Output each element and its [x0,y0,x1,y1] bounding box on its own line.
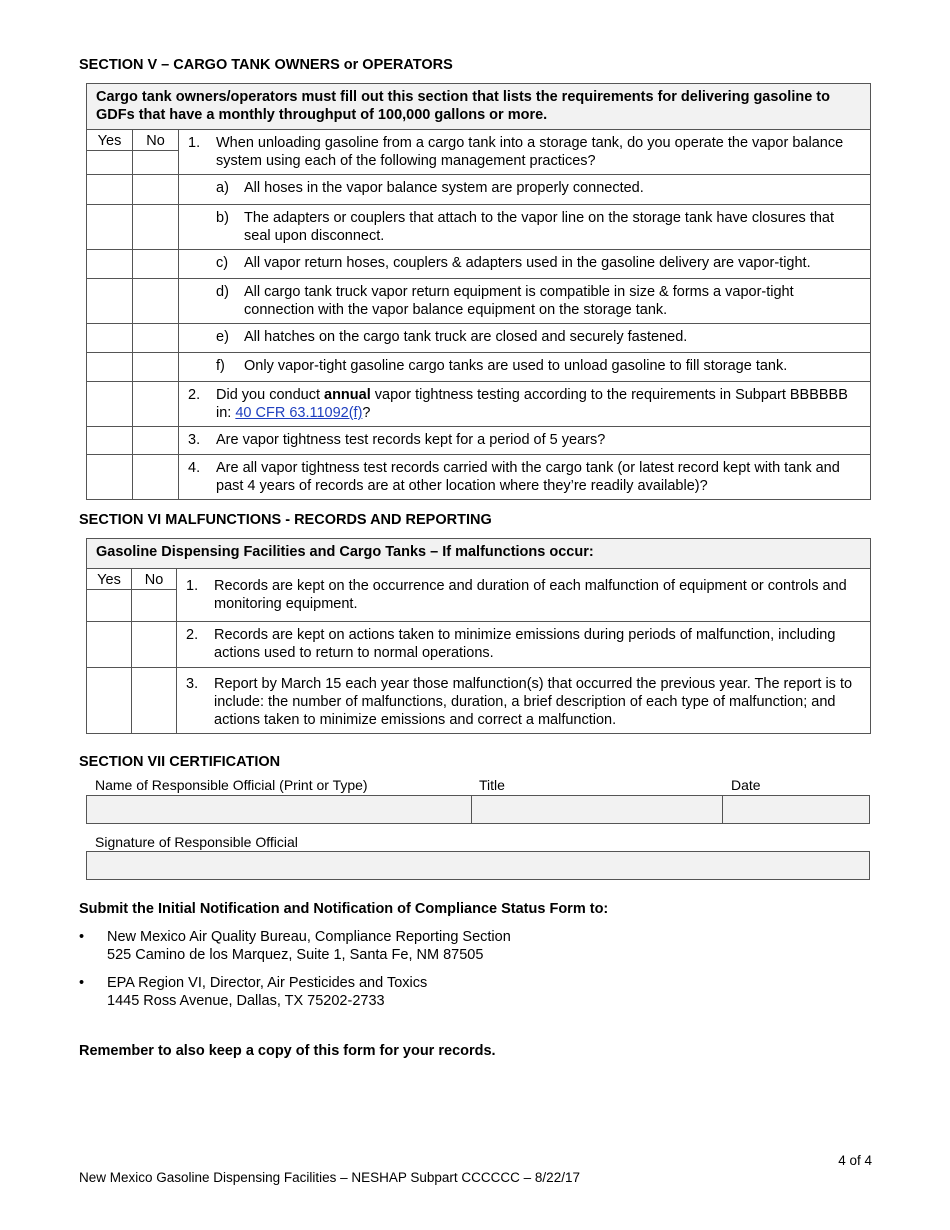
bullet-icon: • [79,975,85,991]
sub-letter: f) [216,358,225,374]
question-text: Are vapor tightness test records kept for a period of 5 years? [216,432,606,448]
sub-text: All hoses in the vapor balance system are properly connected. [244,180,644,196]
yes-cell-q1a[interactable] [87,175,133,205]
item-text: Records are kept on actions taken to minimize emissions during periods of malfunction, including actions used to return to normal operations. [214,627,836,661]
yes-cell-m3[interactable] [87,668,132,734]
malfunction-item-3 [177,668,871,734]
question-1d [179,279,871,324]
section-5-header: Cargo tank owners/operators must fill out this section that lists the requirements for delivering gasoline to GDFs that have a monthly throughput of 100,000 gallons or more. [87,84,871,130]
signature-label: Signature of Responsible Official [95,834,298,850]
cfr-link[interactable]: 40 CFR 63.11092(f) [235,405,363,421]
no-cell-q4[interactable] [133,455,179,500]
section-7-title: SECTION VII CERTIFICATION [79,754,281,770]
reminder-text: Remember to also keep a copy of this form for your records. [79,1043,496,1059]
yes-header: Yes [87,130,132,151]
submit-heading: Submit the Initial Notification and Notification of Compliance Status Form to: [79,901,609,917]
section-5-title: SECTION V – CARGO TANK OWNERS or OPERATORS [79,57,453,73]
date-input[interactable] [722,795,870,824]
no-cell-q1b[interactable] [133,205,179,250]
question-1e [179,324,871,353]
sub-text: All cargo tank truck vapor return equipment is compatible in size & forms a vapor-tight connection with the vapor balance equipment on the storage tank. [244,284,794,318]
name-label: Name of Responsible Official (Print or Type) [95,777,368,793]
question-4 [179,455,871,500]
no-header: No [132,569,176,590]
item-number: 3. [186,676,199,692]
question-number: 2. [188,387,201,403]
title-input[interactable] [471,795,723,824]
yes-header: Yes [87,569,131,590]
question-3 [179,427,871,455]
bullet-icon: • [79,929,85,945]
title-label: Title [479,777,505,793]
question-1c [179,250,871,279]
yes-cell-q1c[interactable] [87,250,133,279]
no-cell-q1c[interactable] [133,250,179,279]
signature-input[interactable] [86,851,870,880]
question-text: Are all vapor tightness test records carried with the cargo tank (or latest record kept with tank and past 4 years of records are at other location where they’re readily available)? [216,460,840,494]
item-text: Records are kept on the occurrence and duration of each malfunction of equipment or controls and monitoring equipment. [214,578,847,612]
no-cell-q3[interactable] [133,427,179,455]
no-cell-m1[interactable] [132,569,177,622]
sub-letter: d) [216,284,229,300]
yes-cell-q2[interactable] [87,382,133,427]
address-line: EPA Region VI, Director, Air Pesticides and Toxics [107,975,428,991]
question-text: Did you conduct annual vapor tightness testing according to the requirements in Subpart BBBBBB in: 40 CFR 63.11092(f)? [216,387,848,421]
no-cell-q1d[interactable] [133,279,179,324]
question-number: 4. [188,460,201,476]
question-1f [179,353,871,382]
no-cell-q1f[interactable] [133,353,179,382]
question-1b [179,205,871,250]
question-2 [179,382,871,427]
item-text: Report by March 15 each year those malfunction(s) that occurred the previous year. The report is to include: the number of malfunctions, duration, a brief description of each type of malfunction; and actions taken to minimize emissions and correct a malfunction. [214,676,853,728]
footer-doc-title: New Mexico Gasoline Dispensing Facilities – NESHAP Subpart CCCCCC – 8/22/17 [79,1170,580,1185]
sub-text: All hatches on the cargo tank truck are closed and securely fastened. [244,329,688,345]
yes-cell-q1[interactable] [87,130,133,175]
address-line: 525 Camino de los Marquez, Suite 1, Santa Fe, NM 87505 [107,947,484,963]
item-number: 1. [186,578,199,594]
yes-cell-q3[interactable] [87,427,133,455]
sub-letter: b) [216,210,229,226]
item-number: 2. [186,627,199,643]
sub-text: The adapters or couplers that attach to the vapor line on the storage tank have closures that seal upon disconnect. [244,210,835,244]
yes-cell-q1e[interactable] [87,324,133,353]
sub-letter: e) [216,329,229,345]
address-line: 1445 Ross Avenue, Dallas, TX 75202-2733 [107,993,385,1009]
question-1a [179,175,871,205]
no-cell-m2[interactable] [132,622,177,668]
address-nm [79,928,511,964]
sub-letter: c) [216,255,229,271]
yes-cell-m1[interactable] [87,569,132,622]
no-cell-q2[interactable] [133,382,179,427]
sub-text: Only vapor-tight gasoline cargo tanks are used to unload gasoline to fill storage tank. [244,358,788,374]
yes-cell-q1f[interactable] [87,353,133,382]
section-5-table [86,83,871,500]
sub-letter: a) [216,180,229,196]
yes-cell-q4[interactable] [87,455,133,500]
yes-cell-m2[interactable] [87,622,132,668]
question-1 [179,130,871,175]
date-label: Date [731,777,761,793]
malfunction-item-2 [177,622,871,668]
section-6-header: Gasoline Dispensing Facilities and Cargo Tanks – If malfunctions occur: [87,539,871,569]
no-cell-q1e[interactable] [133,324,179,353]
yes-cell-q1d[interactable] [87,279,133,324]
no-cell-q1a[interactable] [133,175,179,205]
section-6-title: SECTION VI MALFUNCTIONS - RECORDS AND REPORTING [79,512,492,528]
question-text: When unloading gasoline from a cargo tank into a storage tank, do you operate the vapor balance system using each of the following management practices? [216,135,844,169]
question-number: 3. [188,432,201,448]
page-number: 4 of 4 [838,1153,872,1168]
name-input[interactable] [86,795,472,824]
malfunction-item-1 [177,569,871,622]
address-line: New Mexico Air Quality Bureau, Compliance Reporting Section [107,929,511,945]
no-cell-m3[interactable] [132,668,177,734]
yes-cell-q1b[interactable] [87,205,133,250]
question-number: 1. [188,135,201,151]
address-epa [79,974,427,1010]
no-cell-q1[interactable] [133,130,179,175]
sub-text: All vapor return hoses, couplers & adapters used in the gasoline delivery are vapor-tight. [244,255,811,271]
section-6-table [86,538,871,734]
no-header: No [133,130,178,151]
